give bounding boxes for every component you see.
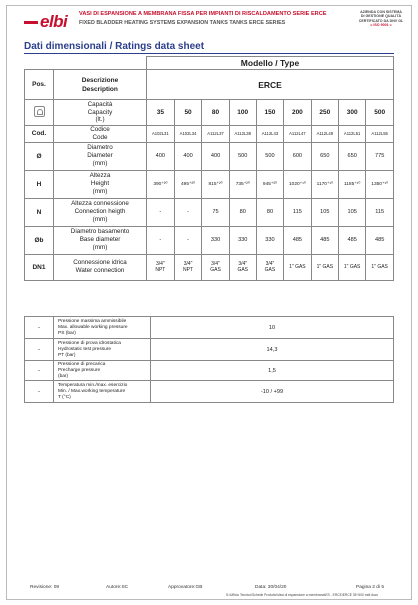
value-cell: 3/4" NPT <box>174 254 202 280</box>
title-underline <box>24 53 394 54</box>
value-cell: 80 <box>229 198 256 226</box>
row-description: Altezza connessione Connection heigth (mm) <box>54 198 147 226</box>
value-cell: A102L31 <box>147 126 175 143</box>
value-cell: 775 <box>366 142 394 170</box>
value-cell: A112L55 <box>366 126 394 143</box>
value-cell: 390⁺²⁰ <box>147 170 175 198</box>
pos-symbol: N <box>25 198 54 226</box>
value-cell: 3/4" GAS <box>229 254 256 280</box>
ratings-table <box>24 56 394 281</box>
value-cell: 400 <box>174 142 202 170</box>
value-cell: 1" GAS <box>311 254 338 280</box>
value-cell: A112L47 <box>284 126 312 143</box>
value-cell: 500 <box>256 142 283 170</box>
param-row <box>25 361 394 381</box>
value-cell: - <box>174 198 202 226</box>
row-description: Diametro Diameter (mm) <box>54 142 147 170</box>
size-cell: 250 <box>311 100 338 126</box>
value-cell: 815⁺²⁰ <box>202 170 229 198</box>
value-cell: 485 <box>284 226 312 254</box>
page-title: Dati dimensionali / Ratings data sheet <box>24 41 205 52</box>
value-cell: - <box>147 226 175 254</box>
value-cell: 105 <box>339 198 366 226</box>
value-cell: 1350⁺¹⁰ <box>366 170 394 198</box>
param-pos: - <box>25 381 54 403</box>
document-header <box>24 10 404 34</box>
row-description: Altezza Height (mm) <box>54 170 147 198</box>
model-header: Modello / Type <box>147 57 394 70</box>
param-value: -10 / +99 <box>151 381 394 403</box>
value-cell: 1" GAS <box>284 254 312 280</box>
param-value: 1,5 <box>151 361 394 381</box>
header-title-en: FIXED BLADDER HEATING SYSTEMS EXPANSION TANKS TANKS ERCE SERIES <box>79 20 286 26</box>
value-cell: 1020⁺¹⁰ <box>284 170 312 198</box>
param-description: Pressione di precarica Precharge pressure (bar) <box>54 361 151 381</box>
value-cell: - <box>147 198 175 226</box>
capacity-desc: Capacità Capacity (lt.) <box>54 100 147 126</box>
size-cell: 200 <box>284 100 312 126</box>
table-row <box>25 226 394 254</box>
footer-revision: Revisione: 09 <box>30 585 60 590</box>
value-cell: 330 <box>229 226 256 254</box>
value-cell: - <box>174 226 202 254</box>
value-cell: 400 <box>147 142 175 170</box>
value-cell: 400 <box>202 142 229 170</box>
table-row <box>25 142 394 170</box>
tank-icon <box>34 106 45 117</box>
cert-line: = ISO 9001 = <box>370 23 392 28</box>
size-cell: 300 <box>339 100 366 126</box>
param-description: Pressione di prova idrostatica Hydrostatic test pressure PT (bar) <box>54 339 151 361</box>
value-cell: 650 <box>311 142 338 170</box>
param-pos: - <box>25 339 54 361</box>
value-cell: 330 <box>202 226 229 254</box>
footer-file-path: S:\Ufficio Tecnico\Schede Prodotto\Vasi di espansione a membrana\ES - ERCE\ERCE 35÷500 mdf.docx <box>226 593 379 597</box>
value-cell: 600 <box>284 142 312 170</box>
series-name: ERCE <box>147 70 394 100</box>
row-description: Codice Code <box>54 126 147 143</box>
cert-line: AZIENDA CON SISTEMA <box>360 10 402 14</box>
footer-date: Data: 30/04/20 <box>255 585 287 590</box>
value-cell: 330 <box>256 226 283 254</box>
value-cell: A112L37 <box>202 126 229 143</box>
value-cell: 3/4" GAS <box>256 254 283 280</box>
footer-page: Pagina 2 di 5 <box>356 585 385 590</box>
pos-symbol: Øb <box>25 226 54 254</box>
value-cell: 1185⁺¹⁰ <box>339 170 366 198</box>
header-title-it: VASI DI ESPANSIONE A MEMBRANA FISSA PER IMPIANTI DI RISCALDAMENTO SERIE ERCE <box>79 11 327 17</box>
value-cell: 3/4" NPT <box>147 254 175 280</box>
row-description: Connessione idrica Water connection <box>54 254 147 280</box>
table-row <box>25 170 394 198</box>
description-header: Descrizione Description <box>54 70 147 100</box>
param-row <box>25 381 394 403</box>
value-cell: 485 <box>311 226 338 254</box>
value-cell: 115 <box>366 198 394 226</box>
param-pos: - <box>25 361 54 381</box>
pos-symbol: Cod. <box>25 126 54 143</box>
value-cell: A112L43 <box>256 126 283 143</box>
value-cell: A112L49 <box>311 126 338 143</box>
size-cell: 50 <box>174 100 202 126</box>
value-cell: 1" GAS <box>366 254 394 280</box>
size-cell: 500 <box>366 100 394 126</box>
value-cell: 105 <box>311 198 338 226</box>
value-cell: A102L34 <box>174 126 202 143</box>
pos-symbol: DN1 <box>25 254 54 280</box>
value-cell: 1" GAS <box>339 254 366 280</box>
pos-symbol: H <box>25 170 54 198</box>
footer-author: Autore:SC <box>106 585 129 590</box>
value-cell: 495⁺²⁰ <box>174 170 202 198</box>
certification-badge <box>358 10 404 28</box>
value-cell: 945⁺²⁰ <box>256 170 283 198</box>
value-cell: 1170⁺¹⁰ <box>311 170 338 198</box>
param-description: Pressione massima ammissibile Max. allowable working pressure PS (bar) <box>54 317 151 339</box>
value-cell: 485 <box>339 226 366 254</box>
value-cell: A112L51 <box>339 126 366 143</box>
pressure-table <box>24 316 394 403</box>
table-row <box>25 126 394 143</box>
elbi-logo: elbi <box>24 12 67 32</box>
table-row <box>25 198 394 226</box>
value-cell: 650 <box>339 142 366 170</box>
row-description: Diametro basamento Base diameter (mm) <box>54 226 147 254</box>
value-cell: 485 <box>366 226 394 254</box>
value-cell: A112L38 <box>229 126 256 143</box>
value-cell: 115 <box>284 198 312 226</box>
size-cell: 80 <box>202 100 229 126</box>
cert-line: DI GESTIONE QUALITÀ <box>360 14 402 19</box>
value-cell: 500 <box>229 142 256 170</box>
pos-symbol: Ø <box>25 142 54 170</box>
param-pos: - <box>25 317 54 339</box>
param-value: 10 <box>151 317 394 339</box>
table-row <box>25 254 394 280</box>
size-cell: 150 <box>256 100 283 126</box>
size-cell: 35 <box>147 100 175 126</box>
param-row <box>25 339 394 361</box>
value-cell: 80 <box>256 198 283 226</box>
pos-header: Pos. <box>25 70 54 100</box>
value-cell: 3/4" GAS <box>202 254 229 280</box>
size-cell: 100 <box>229 100 256 126</box>
param-description: Temperatura min./max. esercizio Min. / Max.working temperature T (°C) <box>54 381 151 403</box>
param-row <box>25 317 394 339</box>
param-value: 14,3 <box>151 339 394 361</box>
value-cell: 75 <box>202 198 229 226</box>
capacity-icon-cell <box>25 100 54 126</box>
footer-approval: Approvatore:GB <box>168 585 203 590</box>
cert-line: CERTIFICATO DA DNV GL <box>358 18 404 23</box>
value-cell: 735⁺²⁰ <box>229 170 256 198</box>
